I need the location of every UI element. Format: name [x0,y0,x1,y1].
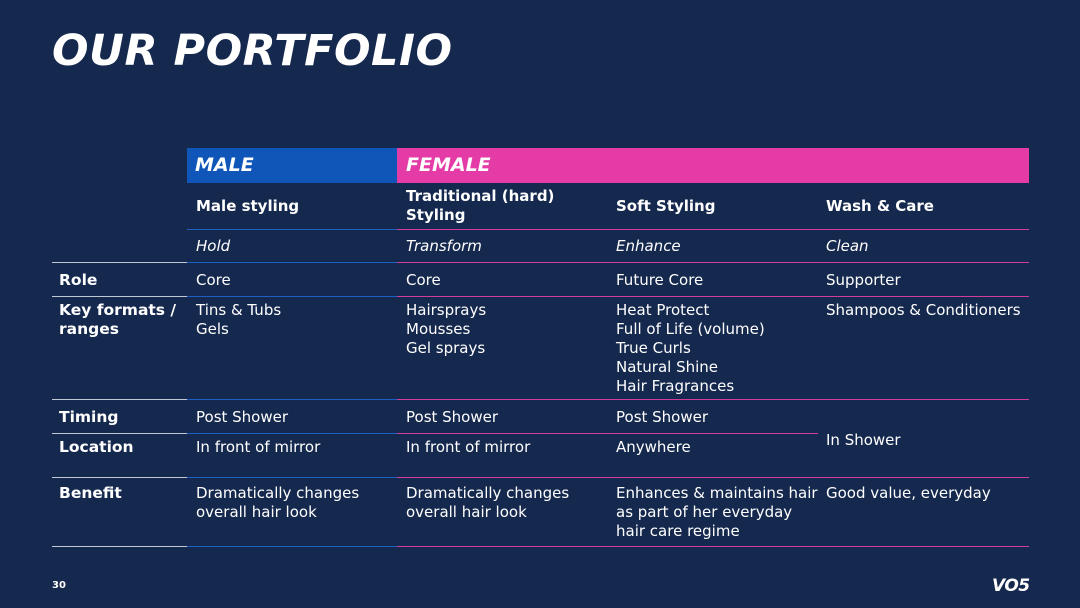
row-divider [397,262,1029,263]
cell-formats-wash: Shampoos & Conditioners [826,301,1021,319]
row-divider [187,546,397,547]
row-divider [187,433,397,434]
column-header-traditional-styling: Traditional (hard) Styling [406,187,555,224]
row-divider [187,262,397,263]
page-title: OUR PORTFOLIO [52,26,453,76]
row-divider [187,399,397,400]
cell-role-traditional: Core [406,271,441,289]
cell-location-soft: Anywhere [616,438,691,456]
cell-formats-soft: Heat Protect Full of Life (volume) True Curls Natural Shine Hair Fragrances [616,301,765,395]
column-header-wash-care: Wash & Care [826,197,934,215]
row-divider [397,229,1029,230]
tagline-hold: Hold [196,237,231,255]
row-divider [52,546,187,547]
cell-formats-traditional: Hairsprays Mousses Gel sprays [406,301,487,357]
cell-benefit-wash: Good value, everyday [826,484,991,502]
tagline-enhance: Enhance [616,237,681,255]
row-divider [52,399,187,400]
row-divider [52,477,187,478]
row-divider [52,433,187,434]
cell-timing-location-wash: In Shower [826,431,901,449]
brand-logo: VO5 [992,576,1030,596]
row-divider [397,546,1029,547]
cell-timing-male: Post Shower [196,408,289,426]
row-divider [397,296,1029,297]
cell-role-male: Core [196,271,231,289]
tagline-clean: Clean [826,237,869,255]
cell-benefit-male: Dramatically changes overall hair look [196,484,360,521]
cell-role-wash: Supporter [826,271,901,289]
row-divider [52,262,187,263]
row-label-benefit: Benefit [59,484,122,502]
row-label-timing: Timing [59,408,119,426]
row-divider [397,477,1029,478]
cell-formats-male: Tins & Tubs Gels [196,301,282,338]
row-label-location: Location [59,438,134,456]
cell-role-soft: Future Core [616,271,704,289]
cell-location-male: In front of mirror [196,438,321,456]
column-header-male-styling: Male styling [196,197,300,215]
row-divider [397,399,1029,400]
row-label-formats: Key formats / ranges [59,301,177,338]
cell-benefit-traditional: Dramatically changes overall hair look [406,484,570,521]
page-number: 30 [52,580,66,591]
cell-timing-soft: Post Shower [616,408,709,426]
row-divider [187,477,397,478]
row-divider [187,296,397,297]
row-label-role: Role [59,271,98,289]
row-divider [52,296,187,297]
cell-timing-traditional: Post Shower [406,408,499,426]
female-group-header: FEMALE [397,148,1029,183]
cell-location-traditional: In front of mirror [406,438,531,456]
row-divider [187,229,397,230]
column-header-soft-styling: Soft Styling [616,197,716,215]
tagline-transform: Transform [406,237,482,255]
male-group-header: MALE [187,148,397,183]
cell-benefit-soft: Enhances & maintains hair as part of her everyday hair care regime [616,484,818,540]
row-divider [397,433,818,434]
